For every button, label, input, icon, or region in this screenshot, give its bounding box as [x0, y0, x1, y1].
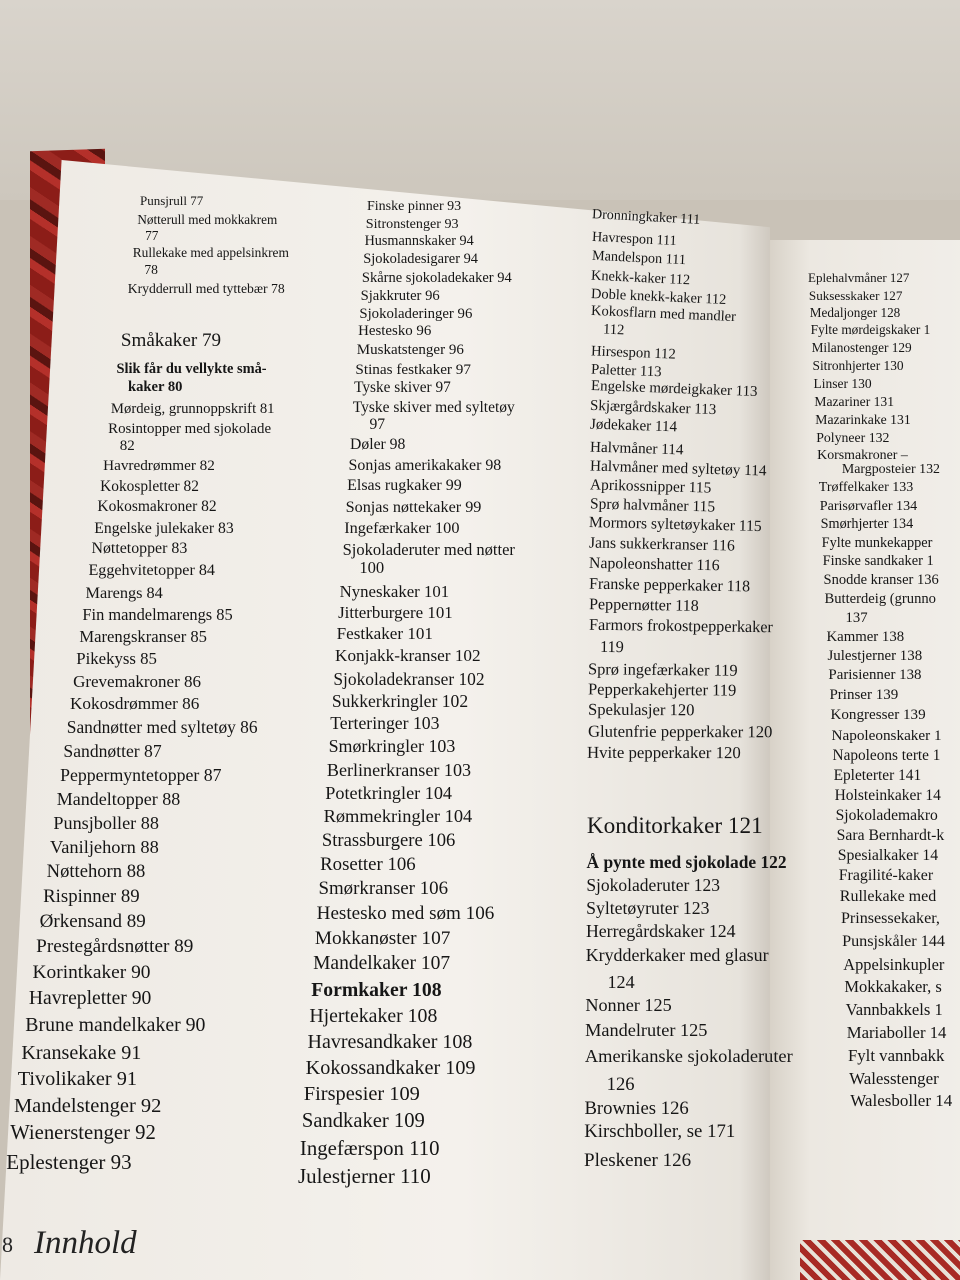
index-entry: Nøttetopper 83: [91, 540, 188, 557]
index-entry: Jans sukkerkranser 116: [589, 534, 736, 555]
index-entry: Nøttehorn 88: [46, 861, 146, 882]
index-entry: Sukkerkringler 102: [331, 691, 469, 711]
index-entry: Vaniljehorn 88: [50, 837, 159, 857]
index-entry: 77: [145, 228, 159, 243]
index-entry: Sprø halvmåner 115: [589, 495, 715, 516]
index-entry: Butterdeig (grunno: [824, 591, 936, 607]
page-number: 8: [2, 1232, 13, 1257]
index-entry: Napoleonskaker 1: [831, 727, 942, 744]
index-entry: Prinsessekaker,: [840, 910, 940, 927]
index-entry: Potetkringler 104: [325, 783, 453, 803]
index-entry: Terteringer 103: [330, 713, 440, 733]
index-entry: Mandelstenger 92: [13, 1095, 162, 1117]
index-entry: Engelske mørdeigkaker 113: [590, 377, 758, 401]
index-entry: Skjærgårdskaker 113: [590, 397, 717, 419]
index-entry: 78: [144, 262, 158, 277]
index-entry: 137: [845, 610, 868, 626]
index-entry: Vannbakkels 1: [845, 1000, 943, 1019]
index-entry: Sjakkruter 96: [360, 288, 440, 304]
index-entry: Milanostenger 129: [811, 340, 912, 355]
index-entry: Mazariner 131: [814, 394, 895, 409]
index-entry: Engelske julekaker 83: [94, 520, 234, 537]
index-entry: Kirschboller, se 171: [584, 1121, 736, 1142]
index-entry: Hvite pepperkaker 120: [587, 742, 742, 763]
index-entry: Snodde kranser 136: [823, 572, 939, 588]
index-entry: Kransekake 91: [21, 1042, 142, 1064]
index-entry: Rispinner 89: [43, 886, 140, 907]
index-entry: Korintkaker 90: [32, 962, 151, 983]
index-entry: Mokkakaker, s: [844, 977, 942, 996]
index-entry: Kokosflarn med mandler: [590, 302, 737, 326]
index-entry: Punsjskåler 144: [842, 932, 946, 950]
index-entry: Aprikossnipper 115: [589, 476, 712, 497]
index-entry: Sonjas nøttekaker 99: [345, 498, 482, 516]
index-entry: Sitronstenger 93: [365, 216, 459, 232]
index-entry: Kokospletter 82: [100, 478, 199, 495]
index-entry: Hestesko 96: [358, 323, 432, 339]
index-entry: Sjokoladeringer 96: [359, 306, 473, 322]
index-entry: Herregårdskaker 124: [585, 921, 736, 941]
index-entry: Marengs 84: [85, 583, 163, 602]
index-entry: Amerikanske sjokoladeruter: [584, 1046, 793, 1066]
index-entry: Sandnøtter med syltetøy 86: [66, 717, 258, 737]
index-entry: Rullekake med: [839, 888, 937, 905]
index-entry: Smørhjerter 134: [820, 516, 914, 532]
index-entry: Walesboller 14: [850, 1091, 953, 1110]
index-entry: Hjertekaker 108: [309, 1005, 438, 1027]
index-entry: Havrespon 111: [591, 228, 677, 250]
index-entry: Elsas rugkaker 99: [347, 477, 462, 494]
index-entry: Mandelruter 125: [585, 1020, 708, 1040]
index-entry: Margposteier 132: [841, 462, 940, 477]
index-entry: Parisienner 138: [828, 667, 922, 683]
index-entry: 112: [602, 321, 625, 339]
index-entry: Grevemakroner 86: [73, 672, 201, 691]
index-entry: Halvmåner 114: [589, 438, 684, 459]
index-entry: Doble knekk-kaker 112: [591, 285, 727, 309]
index-entry: Sandnøtter 87: [63, 741, 162, 761]
index-entry: Kokosmakroner 82: [97, 498, 217, 515]
index-entry: Rosintopper med sjokolade: [108, 421, 272, 437]
index-entry: Finske pinner 93: [367, 199, 462, 214]
index-entry: Wienerstenger 92: [10, 1122, 156, 1144]
index-entry: Fin mandelmarengs 85: [82, 605, 233, 624]
index-entry: Ørkensand 89: [39, 911, 146, 932]
index-entry: Eplehalvmåner 127: [808, 270, 910, 285]
index-entry: Fragilité-kaker: [838, 867, 934, 884]
index-entry: Ingefærkaker 100: [344, 518, 460, 537]
index-entry: Sjokoladeruter 123: [586, 875, 720, 895]
index-entry: Smørkranser 106: [318, 878, 449, 899]
index-entry: Konjakk-kranser 102: [335, 646, 481, 665]
index-entry: Hestesko med søm 106: [316, 903, 495, 924]
index-entry: Napoleons terte 1: [832, 747, 941, 764]
index-entry: Mormors syltetøykaker 115: [589, 513, 763, 536]
index-entry: Mokkanøster 107: [314, 928, 451, 949]
index-entry: Fylte munkekapper: [821, 535, 933, 551]
index-entry: Tivolikaker 91: [17, 1068, 137, 1090]
index-entry: Slik får du vellykte små-: [116, 361, 267, 377]
index-entry: Festkaker 101: [336, 624, 433, 643]
index-entry: Eggehvitetopper 84: [88, 562, 215, 579]
index-entry: Kammer 138: [826, 629, 905, 645]
page-title: Innhold: [34, 1225, 137, 1261]
index-entry: Syltetøyruter 123: [586, 898, 710, 918]
index-entry: Farmors frokostpepperkaker: [588, 615, 773, 637]
index-entry: Marengskranser 85: [79, 627, 207, 646]
index-entry: Sonjas amerikakaker 98: [348, 457, 502, 474]
index-entry: 97: [369, 416, 386, 433]
index-entry: Smørkringler 103: [328, 736, 456, 756]
index-entry: Punsjrull 77: [140, 193, 204, 208]
index-entry: Tyske skiver 97: [354, 379, 451, 396]
index-entry: Trøffelkaker 133: [818, 480, 914, 495]
index-entry: Kokosdrømmer 86: [69, 694, 200, 713]
index-entry: Mariaboller 14: [846, 1023, 947, 1042]
index-entry: 124: [607, 972, 635, 992]
index-entry: Mandelspon 111: [591, 247, 686, 269]
index-entry: Strassburgere 106: [321, 830, 456, 851]
index-entry: Sara Bernhardt-k: [836, 827, 945, 844]
index-entry: Medaljonger 128: [809, 305, 901, 320]
index-entry: Parisørvafler 134: [819, 498, 918, 514]
index-entry: Skårne sjokoladekaker 94: [361, 270, 512, 286]
index-entry: Glutenfrie pepperkaker 120: [587, 721, 773, 742]
index-entry: Mandeltopper 88: [56, 789, 181, 809]
index-entry: Peppernøtter 118: [588, 596, 699, 615]
index-entry: Prinser 139: [829, 687, 899, 703]
index-entry: Sprø ingefærkaker 119: [588, 659, 738, 680]
index-entry: Havresandkaker 108: [307, 1031, 473, 1053]
index-entry: Sjokolademakro: [835, 807, 938, 824]
index-entry: Rullekake med appelsinkrem: [132, 245, 289, 260]
index-entry: Linser 130: [813, 376, 872, 391]
index-entry: Fylt vannbakk: [847, 1046, 945, 1065]
index-entry: Sitronhjerter 130: [812, 358, 904, 373]
index-entry: Knekk-kaker 112: [591, 267, 691, 289]
index-entry: Krydderkaker med glasur: [585, 945, 769, 965]
index-entry: Formkaker 108: [311, 979, 442, 1001]
index-entry: Brune mandelkaker 90: [25, 1014, 206, 1036]
index-entry: Napoleonshatter 116: [588, 554, 720, 575]
index-entry: Rømmekringler 104: [323, 806, 473, 826]
index-entry: Muskatstenger 96: [356, 342, 464, 358]
index-entry: kaker 80: [128, 379, 183, 395]
index-entry: Holsteinkaker 14: [834, 787, 941, 804]
index-entry: Krydderrull med tyttebær 78: [127, 281, 285, 296]
index-entry: Stinas festkaker 97: [355, 361, 471, 378]
index-entry: Appelsinkupler: [843, 955, 945, 974]
index-entry: Firspesier 109: [303, 1083, 420, 1105]
index-entry: Pikekyss 85: [76, 649, 157, 668]
index-entry: Mazarinkake 131: [815, 412, 911, 427]
index-entry: Julestjerner 138: [827, 648, 923, 664]
index-entry: Finske sandkaker 1: [822, 553, 934, 569]
index-entry: Hirsespon 112: [590, 343, 676, 363]
index-entry: Julestjerner 110: [298, 1164, 431, 1188]
book-cover-bottom: [800, 1240, 960, 1280]
index-entry: Tyske skiver med syltetøy: [352, 399, 515, 416]
index-entry: Prestegårdsnøtter 89: [36, 936, 194, 957]
index-entry: Suksesskaker 127: [808, 288, 903, 303]
index-entry: Korsmakroner –: [817, 448, 908, 463]
index-entry: Jitterburgere 101: [338, 603, 453, 622]
index-entry: Døler 98: [350, 436, 406, 453]
index-entry: Havredrømmer 82: [103, 457, 215, 474]
index-entry: Brownies 126: [584, 1098, 689, 1119]
index-entry: Mandelkaker 107: [313, 953, 451, 974]
index-entry: Kongresser 139: [830, 707, 926, 723]
index-entry: 82: [119, 438, 135, 454]
index-entry: Spesialkaker 14: [837, 847, 939, 864]
index-entry: Peppermyntetopper 87: [60, 765, 222, 785]
index-entry: Pepperkakehjerter 119: [587, 679, 737, 700]
index-entry: Dronningkaker 111: [591, 207, 701, 228]
index-entry: Paletter 113: [590, 361, 662, 381]
index-entry: Sjokoladekranser 102: [333, 669, 485, 689]
index-entry: Kokossandkaker 109: [305, 1057, 476, 1079]
index-entry: Nonner 125: [585, 995, 672, 1015]
index-entry: Eplestenger 93: [6, 1150, 132, 1174]
index-entry: Walesstenger: [849, 1069, 939, 1088]
index-entry: Sjokoladesigarer 94: [363, 251, 478, 267]
index-entry: Polyneer 132: [816, 430, 890, 445]
index-entry: 119: [600, 636, 625, 657]
index-entry: Husmannskaker 94: [364, 233, 474, 249]
index-entry: Ingefærspon 110: [299, 1137, 440, 1160]
index-entry: Rosetter 106: [320, 854, 416, 875]
index-entry: 100: [359, 558, 385, 577]
index-entry: Nyneskaker 101: [339, 582, 450, 601]
index-entry: Å pynte med sjokolade 122: [586, 852, 787, 872]
index-entry: Konditorkaker 121: [586, 813, 763, 839]
index-entry: Sandkaker 109: [301, 1110, 425, 1132]
index-entry: 126: [606, 1074, 635, 1095]
index-entry: Spekulasjer 120: [587, 699, 695, 720]
index-entry: Havrepletter 90: [28, 988, 152, 1009]
index-entry: Berlinerkranser 103: [326, 760, 472, 780]
index-entry: Småkaker 79: [120, 330, 222, 351]
index-entry: Fylte mørdeigskaker 1: [810, 322, 931, 337]
index-entry: Sjokoladeruter med nøtter: [342, 540, 515, 559]
index-entry: Epleterter 141: [833, 767, 922, 784]
index-entry: Jødekaker 114: [589, 416, 678, 436]
index-entry: Pleskener 126: [584, 1150, 692, 1171]
index-entry: Franske pepperkaker 118: [588, 575, 751, 596]
index-entry: Mørdeig, grunnoppskrift 81: [110, 401, 275, 417]
index-entry: Halvmåner med syltetøy 114: [589, 457, 767, 480]
index-entry: Nøtterull med mokkakrem: [137, 212, 278, 227]
index-entry: Punsjboller 88: [53, 813, 159, 833]
